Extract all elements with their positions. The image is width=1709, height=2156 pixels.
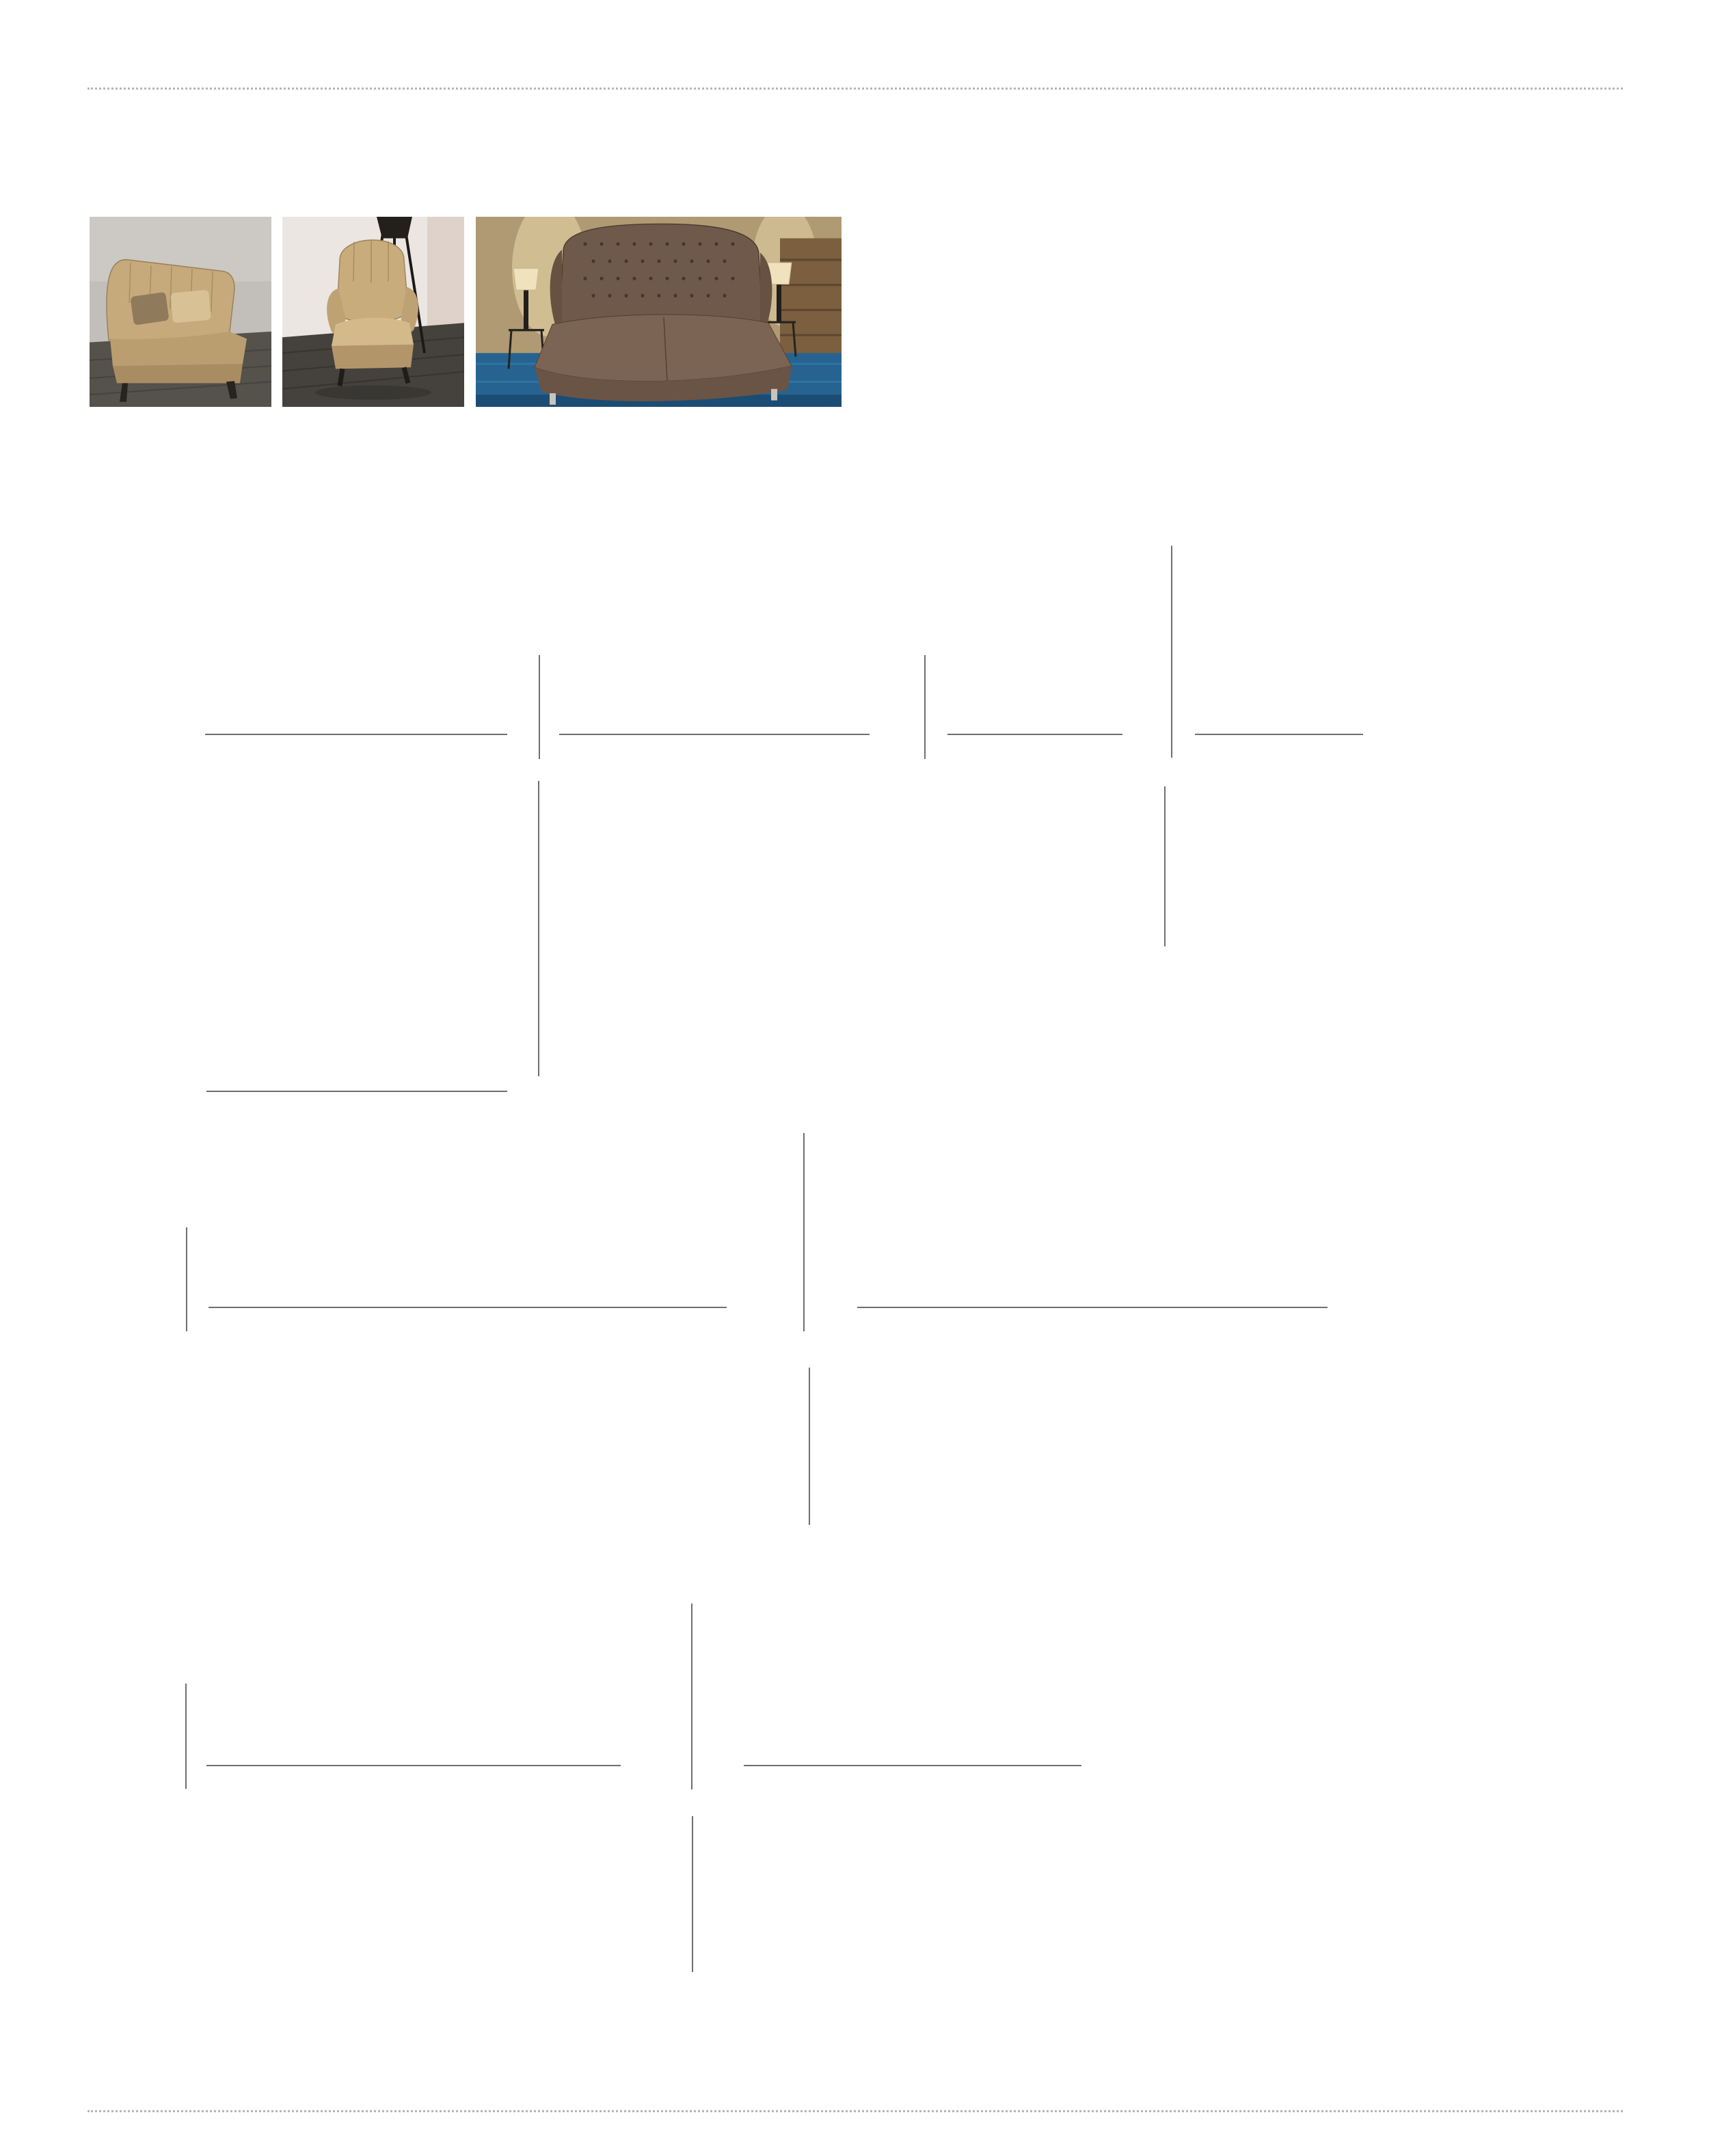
dim-line	[208, 1307, 727, 1308]
bottom-divider	[88, 2110, 1623, 2112]
dim-sofa250-width	[857, 1305, 1328, 1308]
dim-line	[692, 1816, 693, 1972]
dim-line	[857, 1307, 1328, 1308]
dim-line	[186, 1227, 187, 1331]
dim-sofa220-seat-height	[157, 1683, 187, 1789]
dim-line	[185, 1683, 187, 1789]
dim-armchair-height	[1142, 546, 1172, 758]
dim-dormeuse-top-depth	[509, 781, 539, 1076]
dim-line	[538, 781, 539, 1076]
dim-line	[691, 1603, 692, 1789]
dim-line	[809, 1368, 810, 1525]
dim-sofa220-top-depth	[663, 1816, 693, 1972]
dim-line	[205, 734, 507, 735]
dim-dormeuse-top-width	[206, 1089, 507, 1092]
dim-sofa280-height	[775, 1133, 805, 1331]
dim-sofa160-width	[205, 732, 507, 735]
dim-dormeuse-depth	[559, 732, 870, 735]
dim-sofa220-height	[662, 1603, 692, 1789]
dim-line	[1195, 734, 1363, 735]
dim-sofa160-seat-height	[510, 655, 540, 759]
dim-line	[206, 1091, 507, 1092]
dim-sofa220-width	[206, 1763, 621, 1766]
dim-sofa180-width	[744, 1763, 1081, 1766]
dim-sofa280-width	[208, 1305, 727, 1308]
dim-line	[947, 734, 1122, 735]
dim-armchair-top-depth	[1135, 786, 1166, 946]
dim-armchair-width	[947, 732, 1122, 735]
dim-line	[559, 734, 870, 735]
dim-line	[1171, 546, 1172, 758]
dim-armchair-seat-height	[896, 655, 926, 759]
dim-line	[744, 1765, 1081, 1766]
dim-line	[206, 1765, 621, 1766]
dim-armchair-depth	[1195, 732, 1363, 735]
dim-line	[539, 655, 540, 759]
dim-line	[924, 655, 926, 759]
dim-sofa280-top-depth	[780, 1368, 810, 1525]
dim-line	[803, 1133, 805, 1331]
dim-line	[1164, 786, 1166, 946]
dim-sofa280-seat-height	[157, 1227, 187, 1331]
